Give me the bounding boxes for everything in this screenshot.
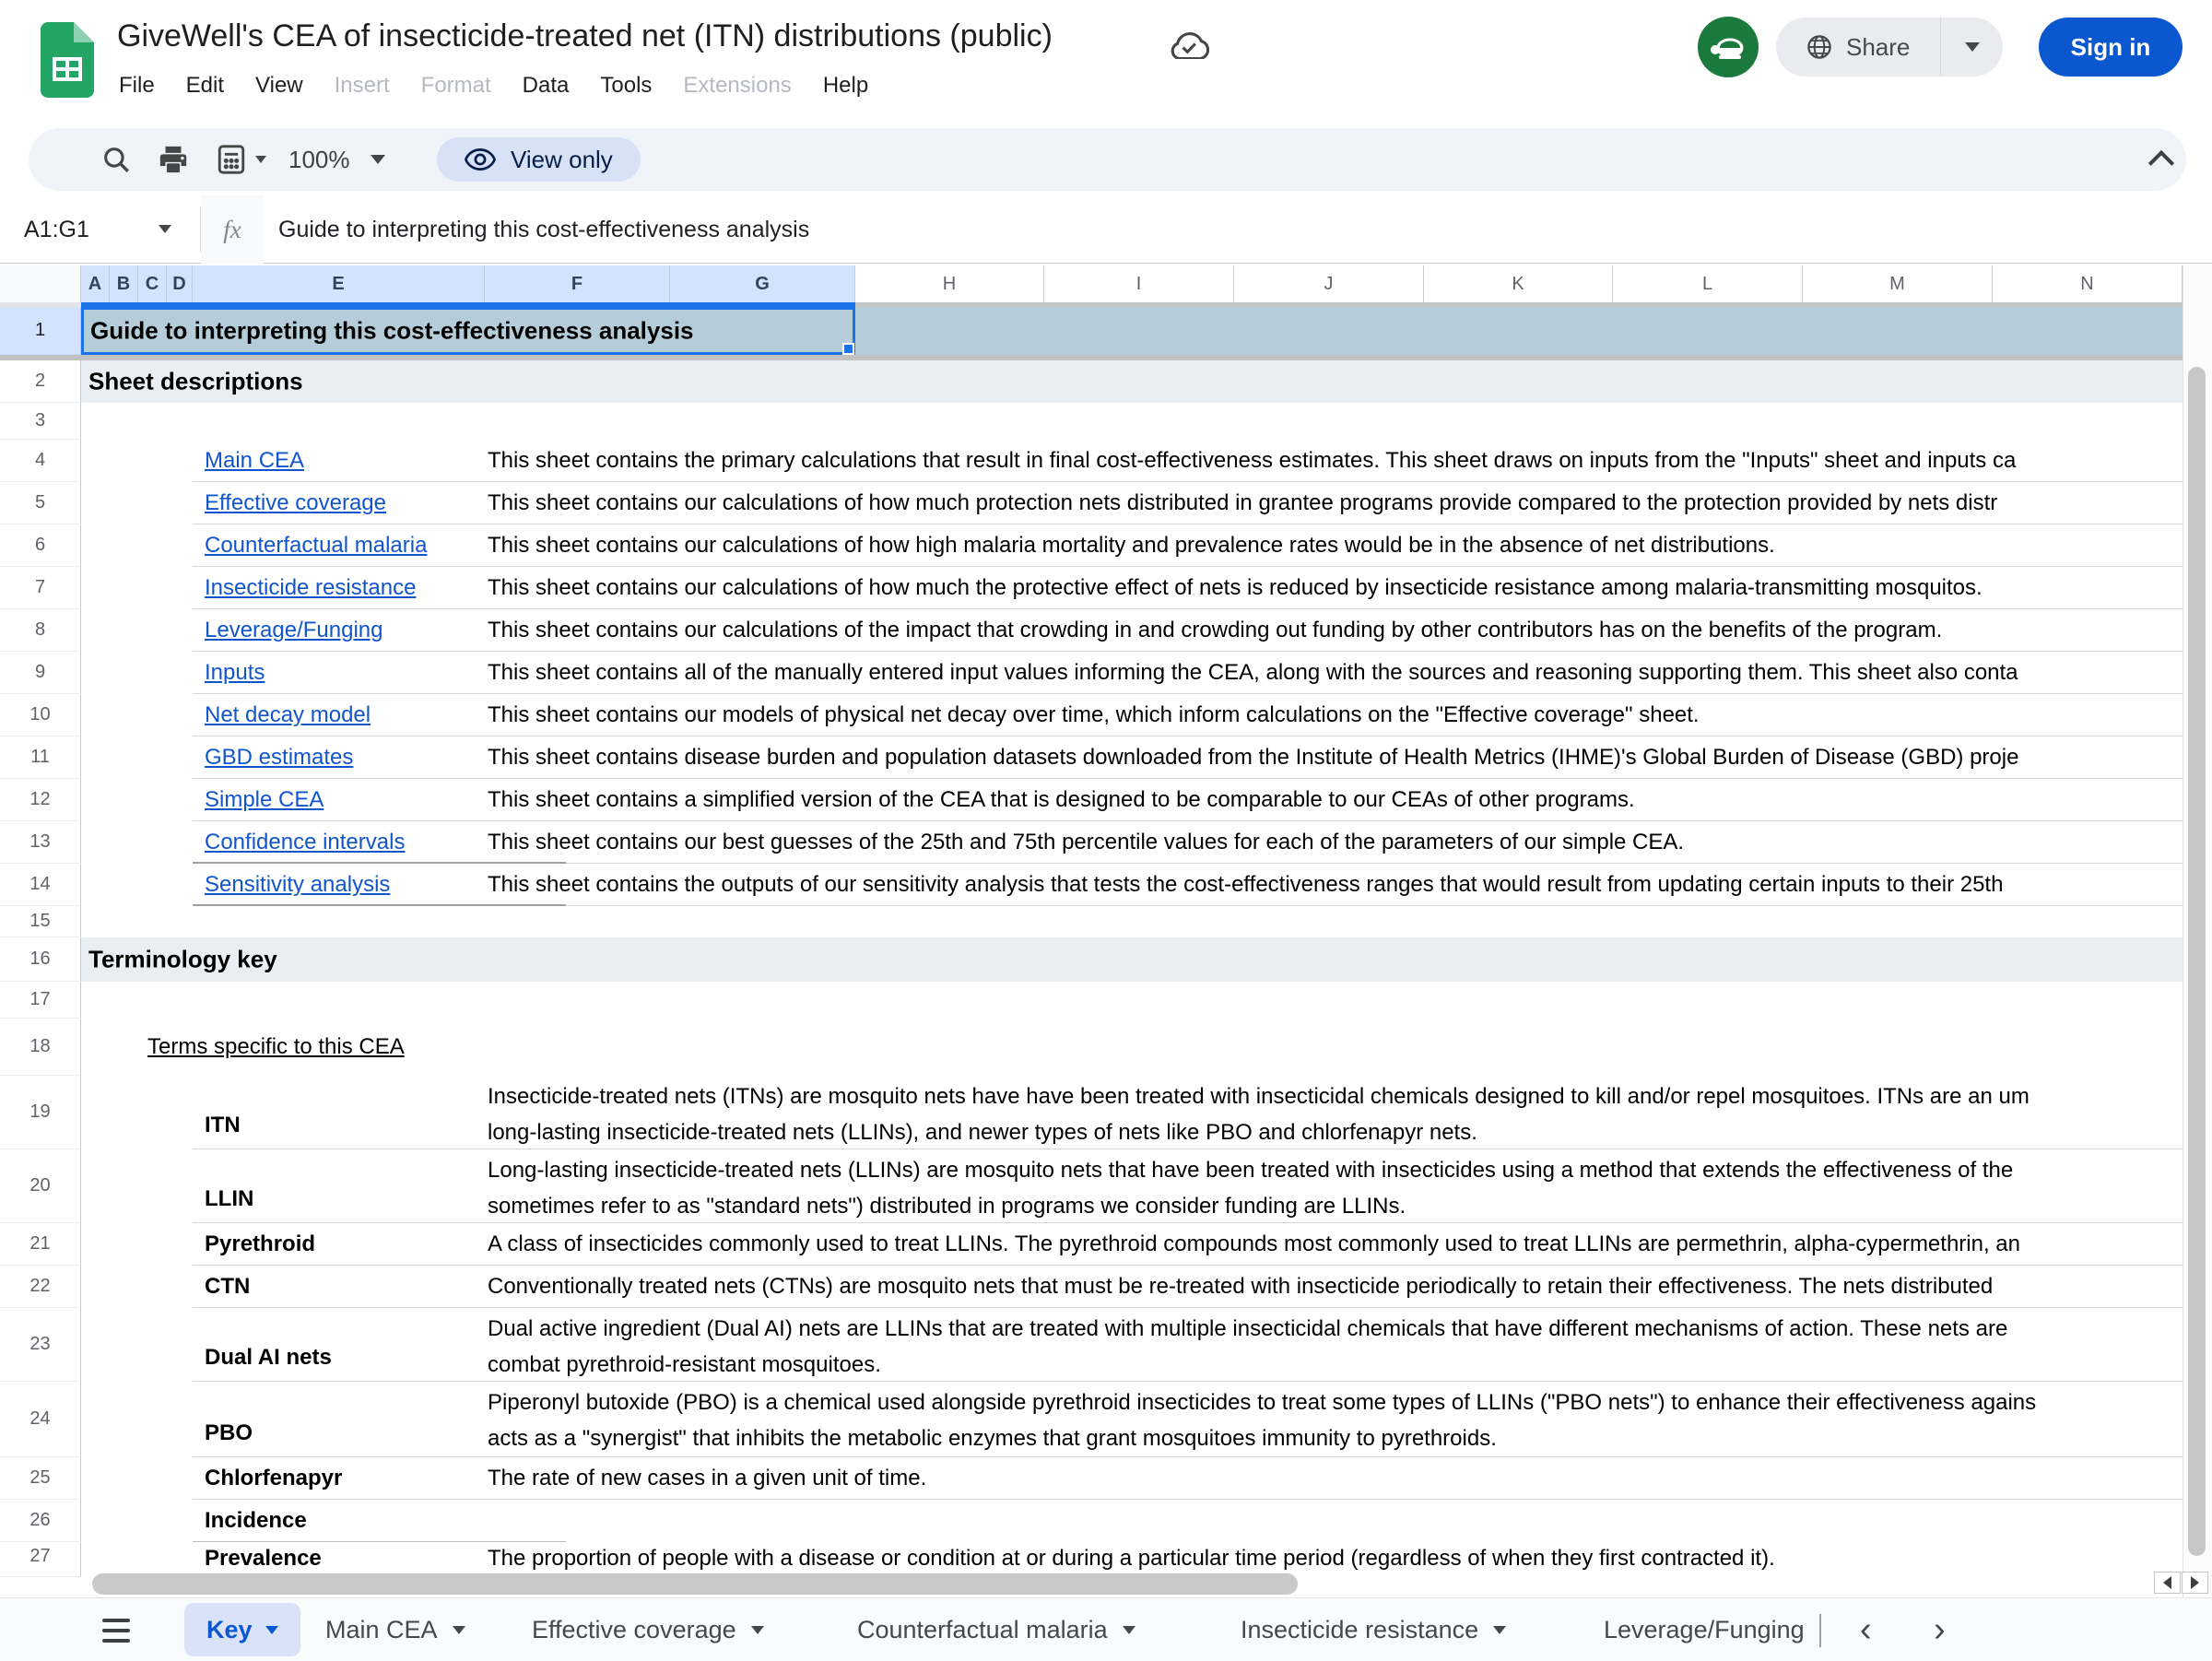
- section-header-cell[interactable]: [81, 937, 2183, 982]
- table-row[interactable]: [81, 482, 2183, 524]
- tab-label: Leverage/Funging: [1604, 1616, 1805, 1643]
- row-number[interactable]: 7: [0, 567, 81, 609]
- share-button[interactable]: [1776, 33, 1940, 62]
- sheet-link[interactable]: Leverage/Funging: [205, 618, 383, 642]
- row-number[interactable]: 19: [0, 1076, 81, 1149]
- sheet-desc: This sheet contains our calculations of how high malaria mortality and prevalence rates would be in the absence of net distributions.: [488, 533, 1775, 558]
- spreadsheet-grid: [0, 265, 2183, 1577]
- sheet-link[interactable]: Inputs: [205, 660, 265, 685]
- menu-insert: Insert: [334, 73, 390, 98]
- empty-cell[interactable]: [81, 982, 2183, 1019]
- row-7: [0, 567, 2183, 609]
- chevron-up-icon[interactable]: [2148, 152, 2176, 167]
- row-number[interactable]: 27: [0, 1542, 81, 1577]
- term-desc-line: Long-lasting insecticide-treated nets (LLINs) are mosquito nets that have been treated with insecticides using a method that extends the effectiveness of the: [488, 1158, 2014, 1183]
- chevron-down-icon: [751, 1626, 764, 1634]
- column-header-f[interactable]: F: [485, 265, 670, 302]
- row-1: [0, 307, 2183, 355]
- row-number[interactable]: 8: [0, 609, 81, 652]
- term-label: Pyrethroid: [205, 1231, 316, 1256]
- menu-bar: [103, 66, 884, 105]
- sheet-desc: This sheet contains a simplified version of the CEA that is designed to be comparable to our CEAs of other programs.: [488, 787, 1635, 812]
- row-number[interactable]: 22: [0, 1266, 81, 1308]
- row-number[interactable]: 1: [0, 307, 81, 355]
- row-4: [0, 440, 2183, 482]
- term-desc-line: long-lasting insecticide-treated nets (LLINs), and newer types of nets like PBO and chlorfenapyr nets.: [488, 1120, 1477, 1145]
- triangle-left-icon: [2163, 1576, 2171, 1589]
- name-box[interactable]: A1:G1: [24, 216, 89, 242]
- row-3: [0, 403, 2183, 440]
- table-row[interactable]: [81, 1457, 2183, 1500]
- table-row[interactable]: [81, 652, 2183, 694]
- column-header-c[interactable]: C: [138, 265, 167, 302]
- chevron-down-icon[interactable]: [255, 156, 266, 163]
- column-header-k[interactable]: K: [1424, 265, 1613, 302]
- row-24: [0, 1382, 2183, 1457]
- fx-icon: fx: [201, 195, 264, 264]
- fill-handle[interactable]: [842, 343, 854, 355]
- section-header-cell[interactable]: [81, 360, 2183, 403]
- column-header-j[interactable]: J: [1234, 265, 1424, 302]
- row-number[interactable]: 4: [0, 440, 81, 482]
- row-number[interactable]: 3: [0, 403, 81, 440]
- row-number[interactable]: 13: [0, 821, 81, 864]
- row-2: [0, 360, 2183, 403]
- toolbar: [29, 128, 2186, 191]
- table-row[interactable]: [81, 609, 2183, 652]
- column-header-d[interactable]: D: [167, 265, 193, 302]
- triangle-right-icon: [2191, 1576, 2199, 1589]
- sheet-desc: This sheet contains our calculations of how much the protective effect of nets is reduced by insecticide resistance among malaria-transmitting mosquitos.: [488, 575, 1983, 600]
- term-label: LLIN: [205, 1186, 254, 1211]
- row-6: [0, 524, 2183, 567]
- row-number[interactable]: 25: [0, 1457, 81, 1500]
- sheet-desc: This sheet contains all of the manually entered input values informing the CEA, along with the sources and reasoning supporting them. This sheet also conta: [488, 660, 2018, 685]
- menu-format: Format: [420, 73, 491, 98]
- term-desc-line: Piperonyl butoxide (PBO) is a chemical used alongside pyrethroid insecticides to treat some types of LLINs ("PBO nets") to enhance their effectiveness agains: [488, 1390, 2037, 1415]
- tab-clip-edge: [1819, 1614, 1821, 1647]
- row-number[interactable]: 6: [0, 524, 81, 567]
- term-label: ITN: [205, 1113, 241, 1137]
- column-header-m[interactable]: M: [1803, 265, 1993, 302]
- row-20: [0, 1149, 2183, 1223]
- table-row[interactable]: [81, 567, 2183, 609]
- tab-label: Main CEA: [325, 1616, 438, 1643]
- sheet-desc: This sheet contains disease burden and population datasets downloaded from the Institute of Health Metrics (IHME)'s Global Burden of Disease (GBD) proje: [488, 745, 2019, 770]
- table-row[interactable]: [81, 1542, 2183, 1577]
- row-number[interactable]: 9: [0, 652, 81, 694]
- zoom-level: 100%: [288, 145, 350, 173]
- term-desc-line: sometimes refer to as "standard nets") distributed in programs we consider funding are LLINs.: [488, 1194, 1406, 1219]
- tab-key[interactable]: [184, 1603, 300, 1656]
- table-row[interactable]: [81, 440, 2183, 482]
- tab-effective-coverage[interactable]: [532, 1598, 764, 1661]
- table-row[interactable]: [81, 779, 2183, 821]
- cloud-saved-icon: [1169, 28, 1209, 64]
- term-label: Chlorfenapyr: [205, 1466, 343, 1490]
- sheet-desc: This sheet contains our best guesses of the 25th and 75th percentile values for each of the parameters of our simple CEA.: [488, 830, 1685, 854]
- sheet-link[interactable]: Confidence intervals: [205, 830, 406, 854]
- tab-leverage-funging[interactable]: [1604, 1598, 1821, 1661]
- table-row[interactable]: [81, 1149, 2183, 1223]
- eye-icon: [465, 147, 496, 171]
- calculator-icon[interactable]: [217, 144, 246, 175]
- term-desc-line: Conventionally treated nets (CTNs) are mosquito nets that must be re-treated with insecticide periodically to retain their effectiveness. The nets distributed: [488, 1274, 1994, 1299]
- tab-label: Counterfactual malaria: [857, 1616, 1108, 1643]
- table-row[interactable]: [81, 821, 2183, 864]
- row-8: [0, 609, 2183, 652]
- table-row[interactable]: [81, 1266, 2183, 1308]
- table-row[interactable]: [81, 864, 2183, 906]
- tab-insecticide-resistance[interactable]: [1241, 1598, 1506, 1661]
- tab-label: Effective coverage: [532, 1616, 736, 1643]
- menu-tools[interactable]: Tools: [600, 73, 653, 98]
- menu-extensions: Extensions: [683, 73, 792, 98]
- term-desc-line: Insecticide-treated nets (ITNs) are mosquito nets have have been treated with insecticidal chemicals designed to kill and/or repel mosquitoes. ITNs are an um: [488, 1084, 2030, 1109]
- row-14: [0, 864, 2183, 906]
- tab-label: Insecticide resistance: [1241, 1616, 1479, 1643]
- row-23: [0, 1308, 2183, 1382]
- table-row[interactable]: [81, 1500, 2183, 1542]
- column-header-n[interactable]: N: [1993, 265, 2183, 302]
- row-number[interactable]: 5: [0, 482, 81, 524]
- sheet-link[interactable]: Sensitivity analysis: [205, 872, 391, 897]
- sheet-desc: This sheet contains our models of physical net decay over time, which inform calculations on the "Effective coverage" sheet.: [488, 702, 1700, 727]
- print-icon[interactable]: [158, 144, 189, 175]
- term-label: PBO: [205, 1420, 253, 1445]
- tab-counterfactual-malaria[interactable]: [857, 1598, 1135, 1661]
- sheet-desc: This sheet contains the primary calculations that result in final cost-effectiveness estimates. This sheet draws on inputs from the "Inputs" sheet and inputs ca: [488, 448, 2017, 473]
- term-label: Incidence: [205, 1508, 307, 1533]
- row-13: [0, 821, 2183, 864]
- sheet-desc: This sheet contains our calculations of how much protection nets distributed in grantee programs provide compared to the protection provided by nets distr: [488, 490, 1998, 515]
- zoom-control[interactable]: [288, 128, 385, 191]
- term-desc-line: Dual active ingredient (Dual AI) nets are LLINs that are treated with multiple insecticidal chemicals that have different mechanisms of action. These nets are: [488, 1316, 2008, 1341]
- row-number[interactable]: 20: [0, 1149, 81, 1223]
- sheet-link[interactable]: Net decay model: [205, 702, 371, 727]
- column-headers: [0, 265, 2183, 307]
- term-desc-line: combat pyrethroid-resistant mosquitoes.: [488, 1352, 881, 1377]
- column-header-a[interactable]: A: [81, 265, 110, 302]
- row-5: [0, 482, 2183, 524]
- column-header-i[interactable]: I: [1044, 265, 1234, 302]
- table-row[interactable]: [81, 1223, 2183, 1266]
- globe-icon: [1806, 33, 1833, 61]
- chevron-down-icon: [453, 1626, 465, 1634]
- term-desc-line: The rate of new cases in a given unit of time.: [488, 1466, 927, 1490]
- row-27: [0, 1542, 2183, 1577]
- tab-label: Key: [206, 1615, 253, 1643]
- empty-cell[interactable]: [81, 906, 2183, 937]
- row-9: [0, 652, 2183, 694]
- row-number[interactable]: 23: [0, 1308, 81, 1382]
- menu-edit[interactable]: Edit: [185, 73, 225, 98]
- formula-input[interactable]: Guide to interpreting this cost-effectiveness analysis: [278, 216, 810, 242]
- row-16: [0, 937, 2183, 982]
- section-header: Sheet descriptions: [88, 367, 303, 395]
- menu-view[interactable]: View: [255, 73, 303, 98]
- sheets-logo-icon[interactable]: [41, 22, 94, 102]
- row-11: [0, 736, 2183, 779]
- chevron-down-icon[interactable]: [159, 225, 171, 233]
- row-number[interactable]: 26: [0, 1500, 81, 1542]
- sheet-link[interactable]: Simple CEA: [205, 787, 324, 812]
- terms-subheading: Terms specific to this CEA: [147, 1034, 405, 1059]
- sheet-tab-bar: [0, 1597, 2212, 1661]
- row-25: [0, 1457, 2183, 1500]
- sheet-desc: This sheet contains the outputs of our sensitivity analysis that tests the cost-effectiveness ranges that would result from updating certain inputs to their 25th: [488, 872, 2004, 897]
- turtle-avatar[interactable]: [1698, 17, 1759, 77]
- row-number[interactable]: 21: [0, 1223, 81, 1266]
- row-number[interactable]: 15: [0, 906, 81, 937]
- share-label: Share: [1846, 32, 1911, 61]
- table-row[interactable]: [81, 736, 2183, 779]
- tab-next-icon[interactable]: ›: [1934, 1610, 1946, 1649]
- term-label: Prevalence: [205, 1546, 322, 1571]
- search-icon[interactable]: [100, 144, 132, 175]
- chevron-down-icon: [371, 155, 385, 164]
- sheet-link[interactable]: Counterfactual malaria: [205, 533, 428, 558]
- row-22: [0, 1266, 2183, 1308]
- term-desc-line: acts as a "synergist" that inhibits the metabolic enzymes that grant mosquitoes immunity to pyrethroids.: [488, 1426, 1497, 1451]
- row-number[interactable]: 17: [0, 982, 81, 1019]
- cell-a1-g1[interactable]: [81, 307, 2183, 355]
- chevron-down-icon: [1965, 42, 1980, 52]
- selection-outline: [81, 307, 855, 355]
- term-label: Dual AI nets: [205, 1345, 332, 1370]
- row-12: [0, 779, 2183, 821]
- column-header-g[interactable]: G: [670, 265, 855, 302]
- sheet-link[interactable]: Main CEA: [205, 448, 305, 473]
- row-18: [0, 1019, 2183, 1076]
- table-row[interactable]: [81, 524, 2183, 567]
- tab-prev-icon[interactable]: ‹: [1860, 1610, 1872, 1649]
- sheet-link[interactable]: Insecticide resistance: [205, 575, 417, 600]
- table-row[interactable]: [81, 694, 2183, 736]
- row-number[interactable]: 24: [0, 1382, 81, 1457]
- term-desc-line: The proportion of people with a disease or condition at or during a particular time period (regardless of when they first contracted it).: [488, 1546, 1775, 1571]
- row-19: [0, 1076, 2183, 1149]
- table-row[interactable]: [81, 1382, 2183, 1457]
- scroll-left-button[interactable]: [2154, 1572, 2181, 1594]
- all-sheets-menu-icon[interactable]: [102, 1619, 130, 1643]
- tab-main-cea[interactable]: [325, 1598, 465, 1661]
- table-row[interactable]: [81, 1019, 2183, 1076]
- row-17: [0, 982, 2183, 1019]
- horizontal-scrollbar-thumb[interactable]: [92, 1573, 1298, 1595]
- column-header-e[interactable]: E: [193, 265, 485, 302]
- sheet-link[interactable]: Effective coverage: [205, 490, 387, 515]
- row-number[interactable]: 10: [0, 694, 81, 736]
- chevron-down-icon: [1493, 1626, 1506, 1634]
- chevron-down-icon: [265, 1626, 278, 1634]
- term-desc-line: A class of insecticides commonly used to treat LLINs. The pyrethroid compounds most commonly used to treat LLINs are permethrin, alpha-cypermethrin, an: [488, 1231, 2020, 1256]
- select-all-corner[interactable]: [0, 265, 81, 302]
- document-title[interactable]: GiveWell's CEA of insecticide-treated net (ITN) distributions (public): [117, 18, 1053, 53]
- column-header-l[interactable]: L: [1613, 265, 1803, 302]
- row-number[interactable]: 14: [0, 864, 81, 906]
- share-dropdown-button[interactable]: [1941, 42, 2003, 52]
- title-bar: [0, 0, 2212, 124]
- sign-in-button[interactable]: Sign in: [2039, 18, 2183, 77]
- table-row[interactable]: [81, 1308, 2183, 1382]
- cell-text: Guide to interpreting this cost-effectiveness analysis: [90, 316, 694, 345]
- scroll-right-button[interactable]: [2182, 1572, 2208, 1594]
- sheet-link[interactable]: GBD estimates: [205, 745, 354, 770]
- chevron-down-icon: [1123, 1626, 1135, 1634]
- row-number[interactable]: 2: [0, 360, 81, 403]
- view-only-button[interactable]: [437, 137, 641, 182]
- section-header: Terminology key: [88, 945, 277, 973]
- row-number[interactable]: 18: [0, 1019, 81, 1076]
- row-21: [0, 1223, 2183, 1266]
- row-number[interactable]: 12: [0, 779, 81, 821]
- row-26: [0, 1500, 2183, 1542]
- column-header-h[interactable]: H: [855, 265, 1044, 302]
- row-10: [0, 694, 2183, 736]
- menu-help[interactable]: Help: [822, 73, 869, 98]
- row-number[interactable]: 16: [0, 937, 81, 982]
- share-button-group: [1776, 18, 2003, 77]
- column-header-b[interactable]: B: [110, 265, 138, 302]
- row-15: [0, 906, 2183, 937]
- vertical-scrollbar-thumb[interactable]: [2188, 367, 2206, 1556]
- empty-cell[interactable]: [81, 403, 2183, 440]
- sheet-desc: This sheet contains our calculations of the impact that crowding in and crowding out funding by other contributors has on the benefits of the program.: [488, 618, 1943, 642]
- menu-file[interactable]: File: [119, 73, 155, 98]
- row-number[interactable]: 11: [0, 736, 81, 779]
- menu-data[interactable]: Data: [522, 73, 570, 98]
- term-label: CTN: [205, 1274, 251, 1299]
- table-row[interactable]: [81, 1076, 2183, 1149]
- view-only-label: View only: [511, 145, 613, 173]
- formula-bar: [0, 195, 2212, 264]
